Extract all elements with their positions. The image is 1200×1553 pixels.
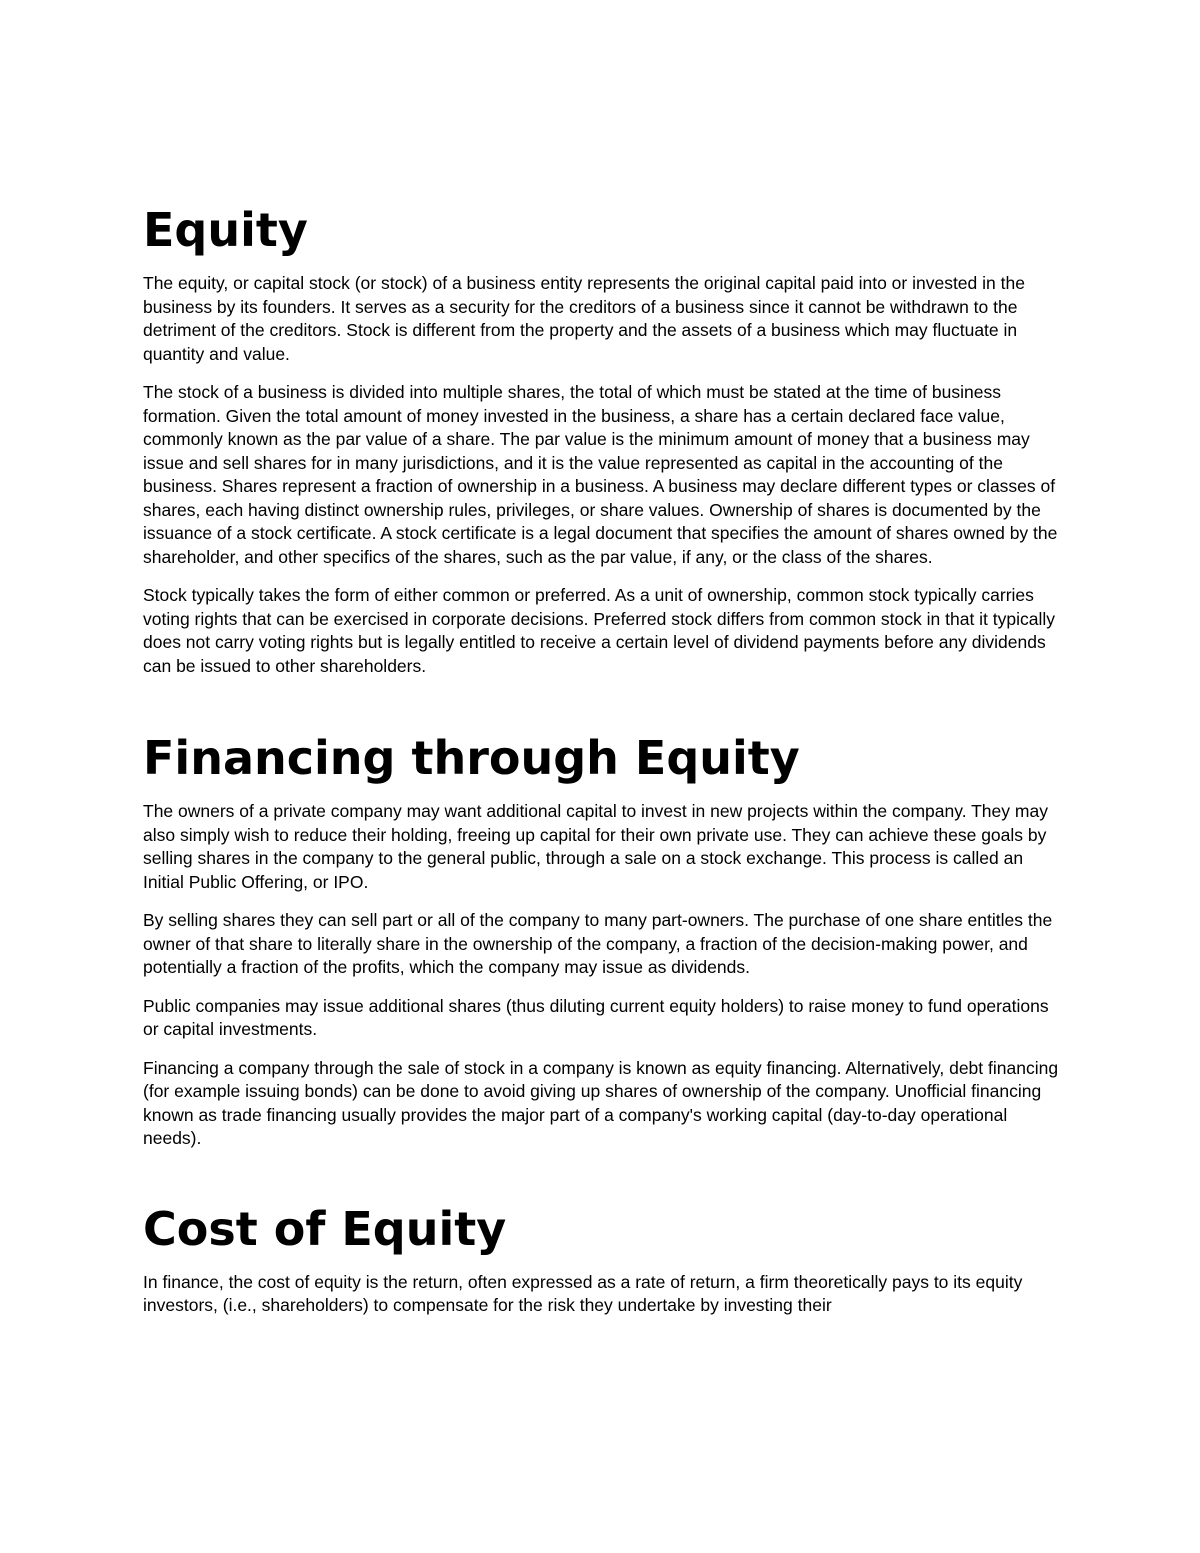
section-heading-financing-through-equity: Financing through Equity xyxy=(143,731,800,785)
paragraph: Stock typically takes the form of either common or preferred. As a unit of ownership, common stock typically carries voting rights that can be exercised in corporate decisions. Preferred stock differs from common stock in that it typically does not carry voting rights but is legally entitled to receive a certain level of dividend payments before any dividends can be issued to other shareholders. xyxy=(143,585,1056,676)
paragraph: The equity, or capital stock (or stock) of a business entity represents the original capital paid into or invested in the business by its founders. It serves as a security for the creditors of a business since it cannot be withdrawn to the detriment of the creditors. Stock is different from the property and the assets of a business which may fluctuate in quantity and value. xyxy=(143,273,1025,364)
section-heading-cost-of-equity: Cost of Equity xyxy=(143,1201,507,1256)
paragraph: The stock of a business is divided into multiple shares, the total of which must be stated at the time of business formation. Given the total amount of money invested in the business, a share has a certain declared face value, commonly known as the par value of a share. The par value is the minimum amount of money that a business may issue and sell shares for in many jurisdictions, and it is the value represented as capital in the accounting of the business. Shares represent a fraction of ownership in a business. A business may declare different types or classes of shares, each having distinct ownership rules, privileges, or share values. Ownership of shares is documented by the issuance of a stock certificate. A stock certificate is a legal document that specifies the amount of shares owned by the shareholder, and other specifics of the shares, such as the par value, if any, or the class of the shares. xyxy=(143,382,1058,567)
paragraph: Public companies may issue additional shares (thus diluting current equity holders) to raise money to fund operations or capital investments. xyxy=(143,995,1049,1039)
document-content xyxy=(143,200,1068,1333)
paragraph: The owners of a private company may want additional capital to invest in new projects within the company. They may also simply wish to reduce their holding, freeing up capital for their own private use. They can achieve these goals by selling shares in the company to the general public, through a sale on a stock exchange. This process is called an Initial Public Offering, or IPO. xyxy=(143,801,1048,892)
section-heading-equity: Equity xyxy=(143,203,308,257)
paragraph: By selling shares they can sell part or all of the company to many part-owners. The purchase of one share entitles the owner of that share to literally share in the ownership of the company, a fraction of the decision-making power, and potentially a fraction of the profits, which the company may issue as dividends. xyxy=(143,910,1053,977)
paragraph: Financing a company through the sale of stock in a company is known as equity financing. Alternatively, debt financing (for example issuing bonds) can be done to avoid giving up shares of ownership of the company. Unofficial financing known as trade financing usually provides the major part of a company's working capital (day-to-day operational needs). xyxy=(143,1057,1059,1148)
paragraph: In finance, the cost of equity is the return, often expressed as a rate of return, a firm theoretically pays to its equity investors, (i.e., shareholders) to compensate for the risk they undertake by investing their xyxy=(143,1271,1023,1315)
